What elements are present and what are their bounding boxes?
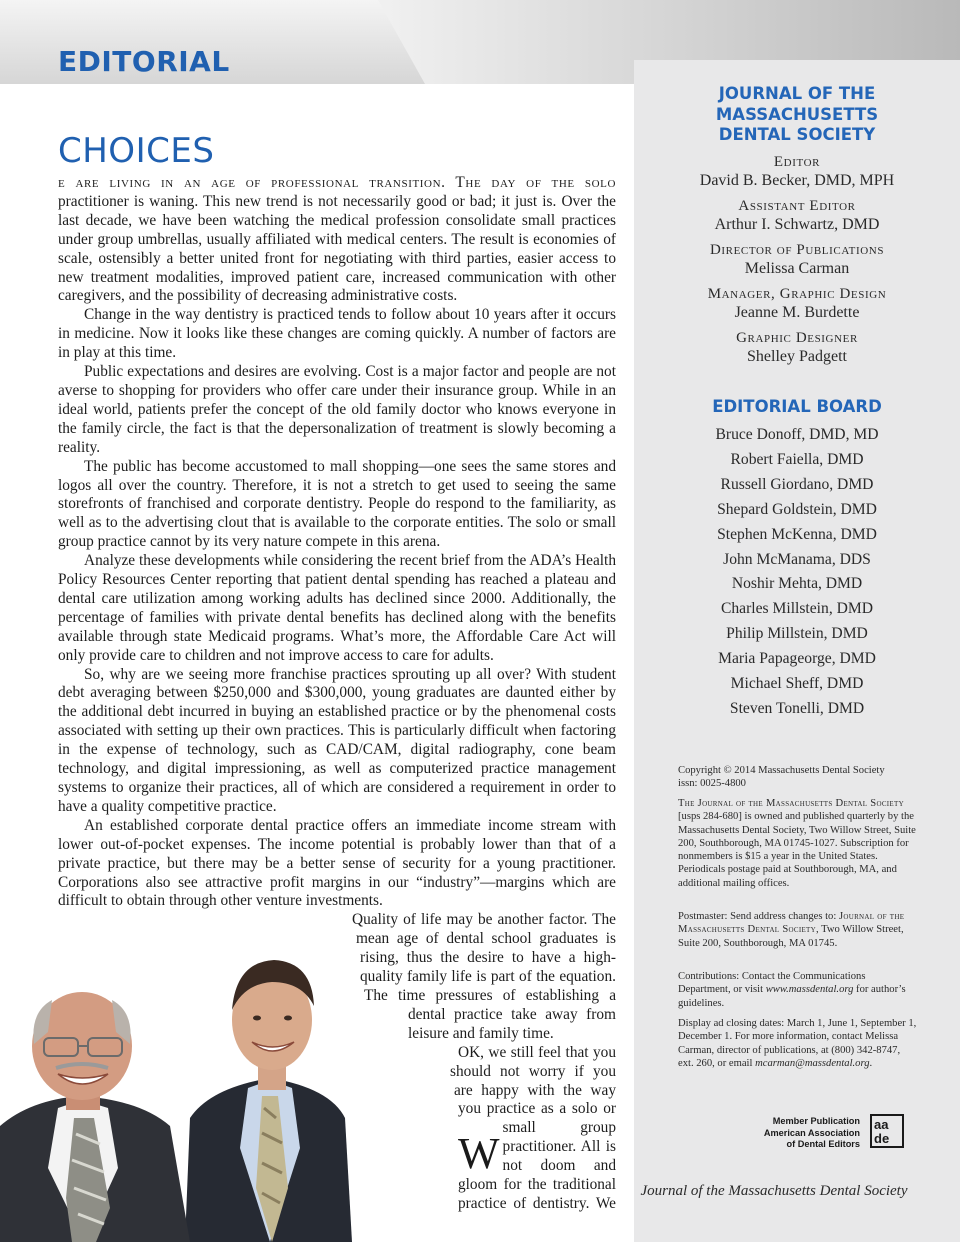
journal-name: Journal of the Massachusetts Dental Society — [678, 911, 905, 936]
board-member: Bruce Donoff, DMD, MD — [715, 426, 879, 443]
journal-title: JOURNAL OF THE MASSACHUSETTS DENTAL SOCIETY — [715, 84, 879, 144]
staff-role: Graphic Designer — [736, 330, 858, 346]
display-ad-text: Display ad closing dates: March 1, June 1, September 1, December 1. For more information, contact Melissa Carman, director of publications, at (800) 342-8747, ext. 260, or email — [678, 1018, 917, 1069]
postmaster-block — [678, 910, 918, 950]
staff-role: Manager, Graphic Design — [707, 286, 887, 302]
paragraph: W e are living in an age of professional transition. The day of the solo practitioner is waning. This new trend is not necessarily good or bad; it just is. Over the last decade, we have been watching the medical profession consolidate small practices under group umbrellas, usually affiliated with medical centers. The result is economies of scale, ostensibly a better united front for negotiating with third parties, easier access to new treatment modalities, improved patient care, increased communication with other caregivers, and the possibility of decreasing administrative costs. — [58, 174, 616, 1178]
board-member: Charles Millstein, DMD — [720, 600, 874, 618]
page-title: CHOICES — [58, 130, 215, 171]
staff-name: David B. Becker, DMD, MPH — [699, 172, 895, 189]
board-member: Philip Millstein, DMD — [726, 625, 868, 643]
paragraph: OK, we still feel that you should not worry if you are happy with the way you practice as a solo or small group practitioner. All is not doom and gloom for the traditional practice of dentistry. We — [450, 1043, 616, 1212]
board-member: Steven Tonelli, DMD — [729, 699, 865, 717]
board-member: John McManama, DDS — [723, 550, 871, 568]
staff-role: Assistant Editor — [738, 198, 856, 214]
member-publication-text: Member Publication American Association of Dental Editors — [763, 1116, 860, 1150]
aade-logo-mark — [872, 1116, 902, 1146]
svg-text:de: de — [874, 1131, 890, 1146]
staff-name: Shelley Padgett — [747, 348, 847, 365]
paragraph: The public has become accustomed to mall shopping—one sees the same stores and logos all over the country. Therefore, it is not a stretch to get used to seeing the same storefronts of franchised and corporate dentistry. People do respond to the familiarity, as well as to the advertising clout that is available to the corporate entities. The solo or small group practice cannot by its very nature compete in this arena. — [58, 457, 616, 551]
staff-name: Melissa Carman — [744, 260, 850, 277]
footer-journal-name: Journal of the Massachusetts Dental Society — [640, 1183, 908, 1199]
board-member: Robert Faiella, DMD — [730, 450, 864, 468]
contributions-tail: for author’s guidelines. — [678, 984, 906, 1009]
staff-role: Director of Publications — [709, 242, 885, 258]
paragraph: Analyze these developments while considering the recent brief from the ADA’s Health Policy Resources Center reporting that patient dental spending has reached a plateau and dental care utilization among working adults has declined since 2000. Additionally, the percentage of families with private dental benefits has declined along with the benefits available through state Medicaid programs. What’s more, the Affordable Care Act will only provide care to children and not improve access to care for adults. — [58, 552, 616, 664]
editorial-board-title: EDITORIAL BOARD — [712, 397, 882, 416]
journal-name: The Journal of the Massachusetts Dental Society — [678, 798, 904, 809]
board-member: Maria Papageorge, DMD — [718, 650, 876, 668]
editor-photo-left — [0, 992, 190, 1242]
editorial-board-list — [634, 423, 960, 722]
postmaster-lead: Postmaster: Send address changes to: — [678, 911, 837, 922]
display-ad-block — [678, 1017, 918, 1070]
board-member: Michael Sheff, DMD — [730, 675, 864, 693]
about-text: [usps 284-680] is owned and published quarterly by the Massachusetts Dental Society, Two Willow Street, Suite 200, Southborough, MA 01745-1027. Subscription for nonmembers is $15 a year in the United States. Periodicals postage paid at Southborough, MA, and additional mailing offices. — [678, 811, 916, 889]
staff-name: Jeanne M. Burdette — [734, 304, 860, 321]
paragraph: An established corporate dental practice offers an immediate income stream with lower out-of-pocket expenses. The income potential is probably lower than that of a private practice, but there may be a better sense of security for a young practitioner. Corporations also see attractive profit margins in our “industry”—margins which are difficult to obtain through other venture investments. — [58, 816, 616, 910]
spacer — [58, 926, 326, 945]
copyright-block — [678, 764, 918, 791]
board-member: Noshir Mehta, DMD — [731, 575, 863, 593]
board-member: Stephen McKenna, DMD — [717, 525, 877, 543]
copyright-line: Copyright © 2014 Massachusetts Dental Society — [678, 765, 885, 776]
section-label: EDITORIAL — [58, 45, 230, 78]
email-link[interactable]: mcarman@massdental.org — [755, 1057, 870, 1069]
editor-photo-right — [185, 960, 352, 1242]
contributions-block — [678, 970, 918, 1010]
issn-line: issn: 0025-4800 — [678, 778, 746, 790]
editors-photo — [0, 948, 455, 1242]
paragraph: Quality of life may be another factor. The mean age of dental school graduates is rising, thus the desire to have a high-quality family life is part of the equation. The time pressures of establishing a dental practice take away from leisure and family time. — [352, 911, 616, 1042]
aade-logo — [870, 1114, 904, 1148]
board-member: Shepard Goldstein, DMD — [717, 500, 877, 518]
website-link[interactable]: www.massdental.org — [765, 984, 854, 996]
paragraph: Public expectations and desires are evolving. Cost is a major factor and people are not averse to shopping for providers who offer care under their insurance group. While in an ideal world, patients prefer the concept of the old family doctor who knows everyone in the family circle, the fact is that the depersonalization of treatment is slowly becoming a reality. — [58, 363, 616, 456]
paragraph: So, why are we seeing more franchise practices sprouting up all over? With student debt averaging between $250,000 and $300,000, young graduates are daunted either by the additional debt incurred in buying an established practice or by the phenomenal costs associated with setting up their own practices. This is particularly difficult when factoring in the expense of technology, such as CAD/CAM, digital radiography, cone beam technology, and digital impressioning, as well as computerized practice management systems to organize their practices, all of which are considered a requirement in order to have a quality competitive practice. — [58, 665, 616, 815]
contributions-lead: Contributions: Contact the Communications Department, or visit — [678, 971, 866, 996]
staff-role: Editor — [773, 154, 821, 170]
lead-in: e are living in an age of professional transition. The day of the solo — [58, 174, 616, 191]
masthead-sidebar — [634, 60, 960, 1242]
svg-text:aa: aa — [874, 1117, 889, 1132]
drop-cap: W — [458, 1129, 500, 1178]
about-block — [678, 797, 918, 890]
postmaster-address: , Two Willow Street, Suite 200, Southborough, MA 01745. — [678, 924, 904, 949]
paragraph: Change in the way dentistry is practiced tends to follow about 10 years after it occurs in medicine. Now it looks like these changes are coming quickly. A number of factors are in play at this time. — [58, 306, 616, 362]
board-member: Russell Giordano, DMD — [720, 475, 874, 493]
staff-name: Arthur I. Schwartz, DMD — [714, 216, 880, 233]
display-ad-tail: . — [869, 1057, 873, 1069]
